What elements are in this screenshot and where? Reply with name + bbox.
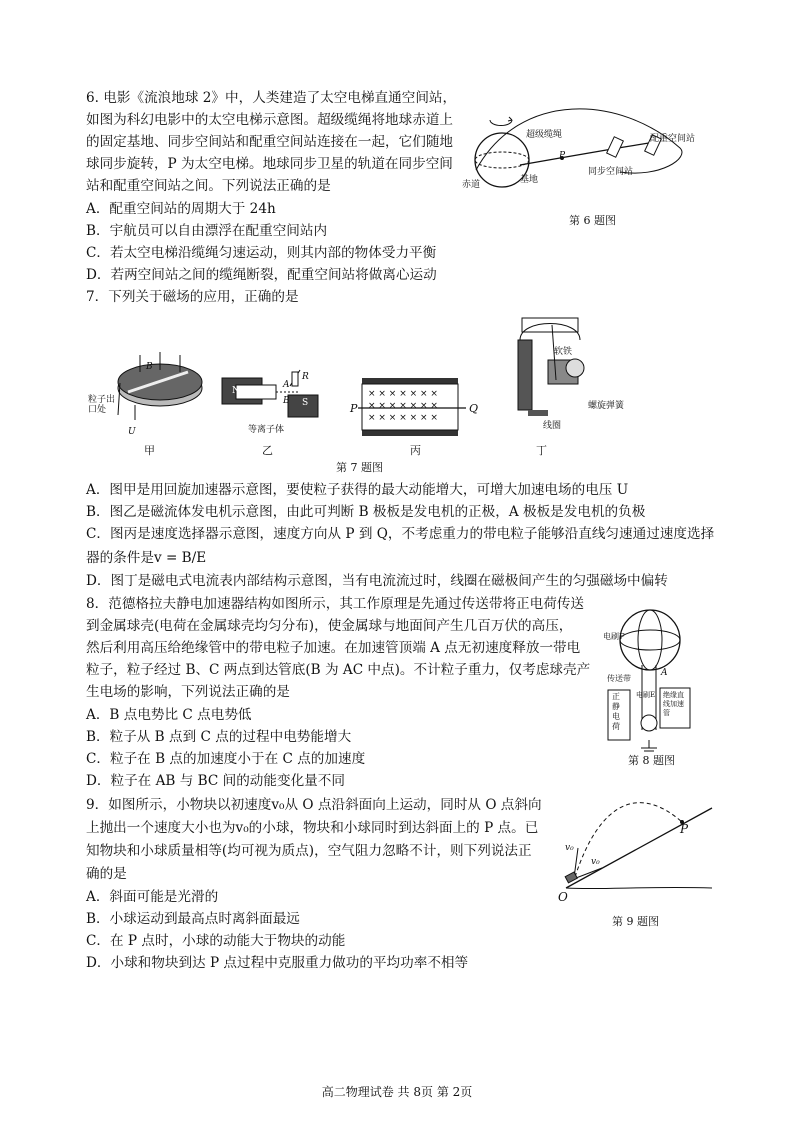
svg-text:× × × × × × ×: × × × × × × × xyxy=(368,401,438,411)
q6-label-base: 基地 xyxy=(520,175,539,185)
q7-option-c-continued: 器的条件是v = B/E xyxy=(86,550,207,566)
q7-label-yi: 乙 xyxy=(262,444,273,457)
q8-label-brush-f: 电刷F xyxy=(603,632,625,641)
q8-label-a: A xyxy=(661,668,668,678)
page-footer: 高二物理试卷 共 8页 第 2页 xyxy=(321,1085,473,1099)
q8-label-brush-e: 电刷E xyxy=(636,691,656,699)
q6-stem-line: 站和配重空间站之间。下列说法正确的是 xyxy=(86,178,331,194)
q7-label-bing: 丙 xyxy=(410,444,421,457)
q7-option-b: B．图乙是磁流体发电机示意图，由此可判断 B 极板是发电机的正极，A 极板是发电机的负极 xyxy=(86,504,646,520)
q9-option-c: C．在 P 点时，小球的动能大于物块的动能 xyxy=(86,933,346,949)
q6-label-cable: 超级缆绳 xyxy=(526,130,563,140)
q8-stem-line: 到金属球壳(电荷在金属球壳均匀分布)，使金属球与地面间产生几百万伏的高压， xyxy=(86,618,573,634)
q6-option-c: C．若太空电梯沿缆绳匀速运动，则其内部的物体受力平衡 xyxy=(86,245,437,261)
q7-label-r: R xyxy=(302,372,309,382)
svg-text:× × × × × × ×: × × × × × × × xyxy=(368,389,438,399)
q9-label-p: P xyxy=(680,822,689,836)
q6-option-a: A．配重空间站的周期大于 24h xyxy=(86,201,276,217)
q6-stem-line: 如图为科幻电影中的太空电梯示意图。超级缆绳将地球赤道上 xyxy=(86,112,454,128)
q6-label-sync: 同步空间站 xyxy=(588,167,634,177)
q9-figure-caption: 第 9 题图 xyxy=(612,915,659,928)
q7-label-n: N xyxy=(232,386,240,396)
q9-stem-line: 上抛出一个速度大小也为v₀的小球，物块和小球同时到达斜面上的 P 点。已 xyxy=(86,820,539,836)
q8-option-c: C．粒子在 B 点的加速度小于在 C 点的加速度 xyxy=(86,751,366,767)
q6-label-equator: 赤道 xyxy=(462,180,481,190)
q8-label-belt: 传送带 xyxy=(607,674,631,683)
q6-stem-line: 球同步旋转，P 为太空电梯。地球同步卫星的轨道在同步空间 xyxy=(86,156,453,172)
q9-stem-line: 知物块和小球质量相等(均可视为质点)，空气阻力忽略不计，则下列说法正 xyxy=(86,843,532,859)
q7-label-s: S xyxy=(302,398,309,408)
q7-label-a: A xyxy=(283,380,290,390)
q7-label-b: B xyxy=(146,362,153,372)
q7-figure-caption: 第 7 题图 xyxy=(336,461,383,474)
q6-option-b: B．宇航员可以自由漂浮在配重空间站内 xyxy=(86,223,328,239)
q8-stem-line: 然后利用高压给绝缘管中的带电粒子加速。在加速管顶端 A 点无初速度释放一带电 xyxy=(86,640,581,656)
q7-stem: 7．下列关于磁场的应用，正确的是 xyxy=(86,289,299,305)
q9-option-d: D．小球和物块到达 P 点过程中克服重力做功的平均功率不相等 xyxy=(86,955,469,971)
q8-option-b: B．粒子从 B 点到 C 点的过程中电势能增大 xyxy=(86,729,352,745)
q7-label-q: Q xyxy=(469,402,479,415)
q7-label-bplate: B xyxy=(283,396,290,406)
q7-label-particle-exit: 粒子出口处 xyxy=(88,395,116,415)
q7-label-soft-iron: 软铁 xyxy=(554,347,573,357)
q6-label-counterweight: 配重空间站 xyxy=(650,134,696,144)
svg-text:× × × × × × ×: × × × × × × × xyxy=(368,413,438,423)
q7-label-ding: 丁 xyxy=(536,444,547,457)
q6-figure-caption: 第 6 题图 xyxy=(569,214,616,227)
q9-option-a: A．斜面可能是光滑的 xyxy=(86,889,219,905)
q9-option-b: B．小球运动到最高点时离斜面最远 xyxy=(86,911,300,927)
q7-label-p: P xyxy=(350,402,358,415)
q6-label-p: P xyxy=(559,151,566,161)
q9-stem-line: 确的是 xyxy=(86,866,127,882)
q8-stem-line: 粒子，粒子经过 B、C 两点到达管底(B 为 AC 中点)。不计粒子重力，仅考虑球壳产 xyxy=(86,662,591,678)
q9-label-v0-ball: v₀ xyxy=(565,843,574,853)
q7-label-coil: 线圈 xyxy=(543,421,562,431)
q9-label-v0-block: v₀ xyxy=(591,857,600,867)
q8-label-tube: 绝缘直线加速管 xyxy=(663,691,684,717)
q8-stem-line: 生电场的影响，下列说法正确的是 xyxy=(86,684,290,700)
q7-option-c: C．图丙是速度选择器示意图，速度方向从 P 到 Q，不考虑重力的带电粒子能够沿直线匀速通过速度选择 xyxy=(86,526,715,542)
q9-stem-line: 9．如图所示，小物块以初速度v₀从 O 点沿斜面向上运动，同时从 O 点斜向 xyxy=(86,797,542,813)
q6-stem-line: 的固定基地、同步空间站和配重空间站连接在一起，它们随地 xyxy=(86,134,454,150)
q7-label-jia: 甲 xyxy=(144,444,155,457)
q6-stem-line: 6. 电影《流浪地球 2》中，人类建造了太空电梯直通空间站， xyxy=(86,90,457,106)
q8-option-d: D．粒子在 AB 与 BC 间的动能变化量不同 xyxy=(86,773,345,789)
q7-label-u: U xyxy=(128,427,136,437)
q7-label-plasma: 等离子体 xyxy=(248,425,285,435)
q6-option-d: D．若两空间站之间的缆绳断裂，配重空间站将做离心运动 xyxy=(86,267,437,283)
q9-label-o: O xyxy=(558,890,568,904)
q7-label-spring: 螺旋弹簧 xyxy=(588,401,625,411)
q8-stem-line: 8．范德格拉夫静电加速器结构如图所示，其工作原理是先通过传送带将正电荷传送 xyxy=(86,596,585,612)
q8-label-positive-source: 正静电荷 xyxy=(612,692,620,731)
q8-figure-caption: 第 8 题图 xyxy=(628,754,675,767)
q8-option-a: A．B 点电势比 C 点电势低 xyxy=(86,707,252,723)
q7-option-d: D．图丁是磁电式电流表内部结构示意图，当有电流流过时，线圈在磁极间产生的匀强磁场中偏转 xyxy=(86,573,668,589)
q7-option-a: A．图甲是用回旋加速器示意图，要使粒子获得的最大动能增大，可增大加速电场的电压 U xyxy=(86,482,629,498)
